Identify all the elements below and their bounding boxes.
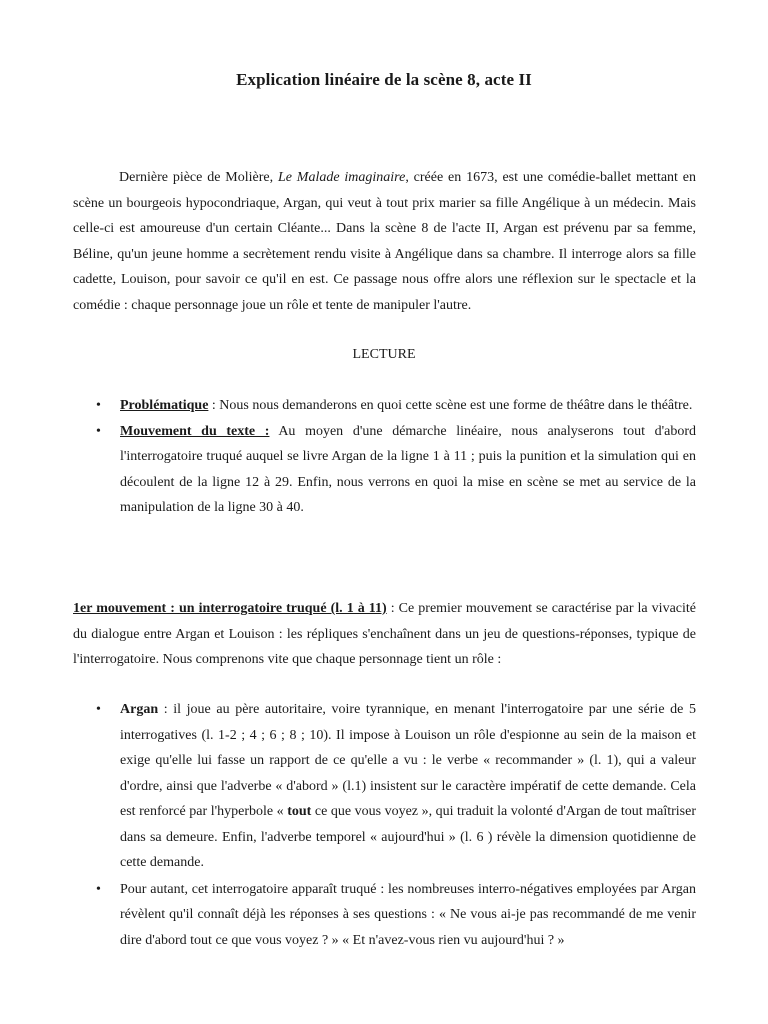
list-item-pourtant bbox=[73, 877, 696, 954]
bullet-icon: • bbox=[96, 398, 101, 413]
argan-text2: ce que vous voyez », qui traduit la volonté d'Argan de tout maîtriser dans sa demeure. Enfin, l'adverbe temporel « aujourd'hui » (l. 6 ) révèle la dimension quotidienne de cette demande. bbox=[120, 804, 696, 870]
section1-heading: 1er mouvement : un interrogatoire truqué (l. 1 à 11) bbox=[73, 601, 387, 616]
document-title: Explication linéaire de la scène 8, acte II bbox=[236, 70, 532, 89]
list-item-mouvement bbox=[73, 419, 696, 521]
section1-paragraph bbox=[73, 596, 696, 673]
bullet-icon: • bbox=[96, 702, 101, 717]
intro-part1: Dernière pièce de Molière, bbox=[119, 170, 278, 185]
list-item-argan bbox=[73, 697, 696, 876]
intro-text bbox=[73, 165, 696, 318]
intro-paragraph bbox=[73, 165, 696, 318]
section1-body: : Ce premier mouvement se caractérise par la vivacité du dialogue entre Argan et Louison : les répliques s'enchaînent dans un jeu de questions-réponses, typique de l'interrogatoire. Nous comprenons vite que chaque personnage tient un rôle : bbox=[73, 601, 696, 667]
section1-text bbox=[73, 596, 696, 673]
method-list bbox=[73, 393, 696, 521]
pourtant-text: Pour autant, cet interrogatoire apparaît truqué : les nombreuses interro-négatives employées par Argan révèlent qu'il connaît déjà les réponses à ses questions : « Ne vous ai-je pas recommandé de me venir dire d'abord tout ce que vous voyez ? » « Et n'avez-vous rien vu aujourd'hui ? » bbox=[120, 881, 696, 948]
argan-emphasis: tout bbox=[287, 804, 312, 819]
intro-part2: , créée en 1673, est une comédie-ballet mettant en scène un bourgeois hypocondriaque, Argan, qui veut à tout prix marier sa fille Angélique à un médecin. Mais celle-ci est amoureuse d'un certain Cléante... Dans la scène 8 de l'acte II, Argan est prévenu par sa femme, Béline, qu'un jeune homme a secrètement rendu visite à Angélique dans sa chambre. Il interroge alors sa fille cadette, Louison, pour savoir ce qu'il en est. Ce passage nous offre alors une réflexion sur le spectacle et la comédie : chaque personnage joue un rôle et tente de manipuler l'autre. bbox=[73, 170, 696, 313]
argan-label: Argan bbox=[120, 702, 159, 717]
problematique-label: Problématique bbox=[120, 398, 209, 413]
mouvement-text: Au moyen d'une démarche linéaire, nous analyserons tout d'abord l'interrogatoire truqué auquel se livre Argan de la ligne 1 à 11 ; puis la punition et la simulation qui en découlent de la ligne 12 à 29. Enfin, nous verrons en quoi la mise en scène se met au service de la manipulation de la ligne 30 à 40. bbox=[120, 423, 696, 515]
work-title: Le Malade imaginaire bbox=[277, 170, 406, 185]
bullet-icon: • bbox=[96, 423, 101, 439]
argan-text1: : il joue au père autoritaire, voire tyrannique, en menant l'interrogatoire par une série de 5 interrogatives (l. 1-2 ; 4 ; 6 ; 8 ; 10). Il impose à Louison un rôle d'espionne au sein de la maison et exige qu'elle lui fasse un rapport de ce qu'elle a vu : le verbe « recommander » (l. 1), qui a valeur d'ordre, ainsi que l'adverbe « d'abord » (l.1) insistent sur le caractère impératif de cette demande. Cela est renforcé par l'hyperbole « bbox=[120, 702, 696, 819]
bullet-icon: • bbox=[96, 881, 101, 897]
analysis-list bbox=[73, 697, 696, 953]
list-item-problematique bbox=[73, 393, 696, 419]
problematique-text: : Nous nous demanderons en quoi cette scène est une forme de théâtre dans le théâtre. bbox=[208, 398, 693, 413]
lecture-heading: LECTURE bbox=[352, 347, 416, 362]
mouvement-label: Mouvement du texte : bbox=[120, 423, 270, 439]
